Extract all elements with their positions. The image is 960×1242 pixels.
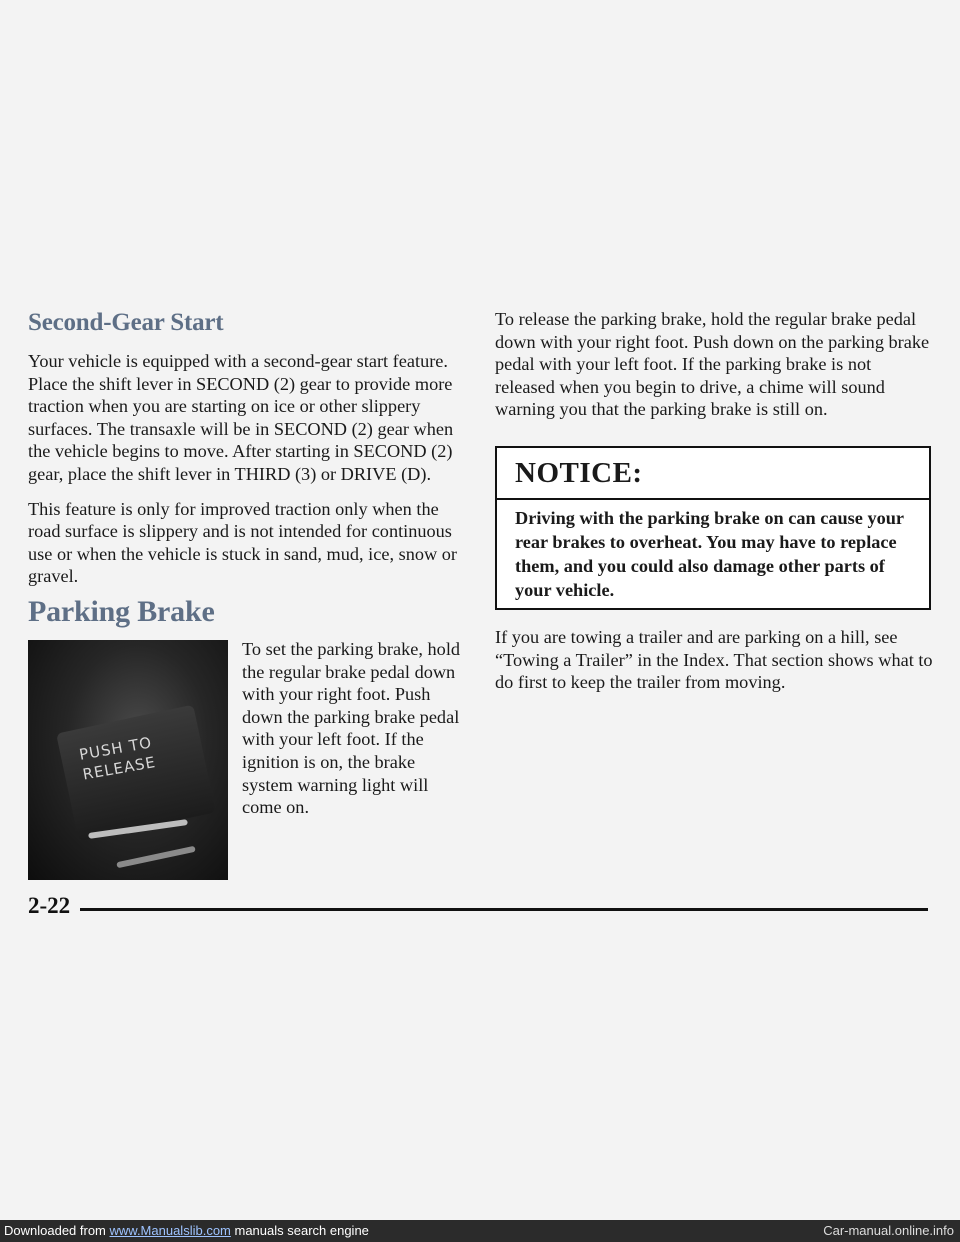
download-footer (0, 1220, 960, 1242)
parking-brake-photo (28, 640, 228, 880)
notice-title: NOTICE: (497, 448, 929, 500)
page-rule (80, 908, 928, 911)
section-heading-parking-brake: Parking Brake (28, 595, 215, 628)
manualslib-link[interactable]: www.Manualslib.com (109, 1223, 231, 1238)
footer-prefix: Downloaded from (4, 1223, 110, 1238)
towing-text: If you are towing a trailer and are parking on a hill, see “Towing a Trailer” in the Index. That section shows what to do first to keep the trailer from moving. (495, 627, 933, 693)
footer-left (4, 1220, 369, 1242)
left-column (28, 308, 460, 588)
page-number: 2-22 (28, 893, 71, 918)
photo-label: PUSH TO RELEASE (77, 733, 158, 784)
footer-suffix: manuals search engine (230, 1223, 369, 1238)
notice-box (495, 446, 931, 610)
release-parking-brake-text: To release the parking brake, hold the regular brake pedal down with your right foot. Push down on the parking brake pedal with your left foot. If the parking brake is not released when you begin to drive, a chime will sound warning you that the parking brake is still on. (495, 309, 930, 420)
set-parking-brake-text: To set the parking brake, hold the regular brake pedal down with your right foot. Push down the parking brake pedal with your left foot. If the ignition is on, the brake system warning light will come on. (242, 639, 461, 818)
section-heading-second-gear: Second-Gear Start (28, 309, 224, 336)
second-gear-paragraph-1: Your vehicle is equipped with a second-gear start feature. Place the shift lever in SECOND (2) gear to provide more traction when you are starting on ice or other slippery surfaces. The transaxle will be in SECOND (2) gear when the vehicle begins to move. After starting in SECOND (2) gear, place the shift lever in THIRD (3) or DRIVE (D). (28, 351, 454, 484)
right-column (495, 308, 935, 421)
second-gear-paragraph-2: This feature is only for improved traction only when the road surface is slippery and is not intended for continuous use or when the vehicle is stuck in sand, mud, ice, snow or gravel. (28, 498, 458, 587)
footer-watermark: Car-manual.online.info (823, 1223, 954, 1238)
notice-message: Driving with the parking brake on can cause your rear brakes to overheat. You may have to replace them, and you could also damage other parts of your vehicle. (515, 508, 904, 600)
photo-highlight (116, 846, 195, 869)
